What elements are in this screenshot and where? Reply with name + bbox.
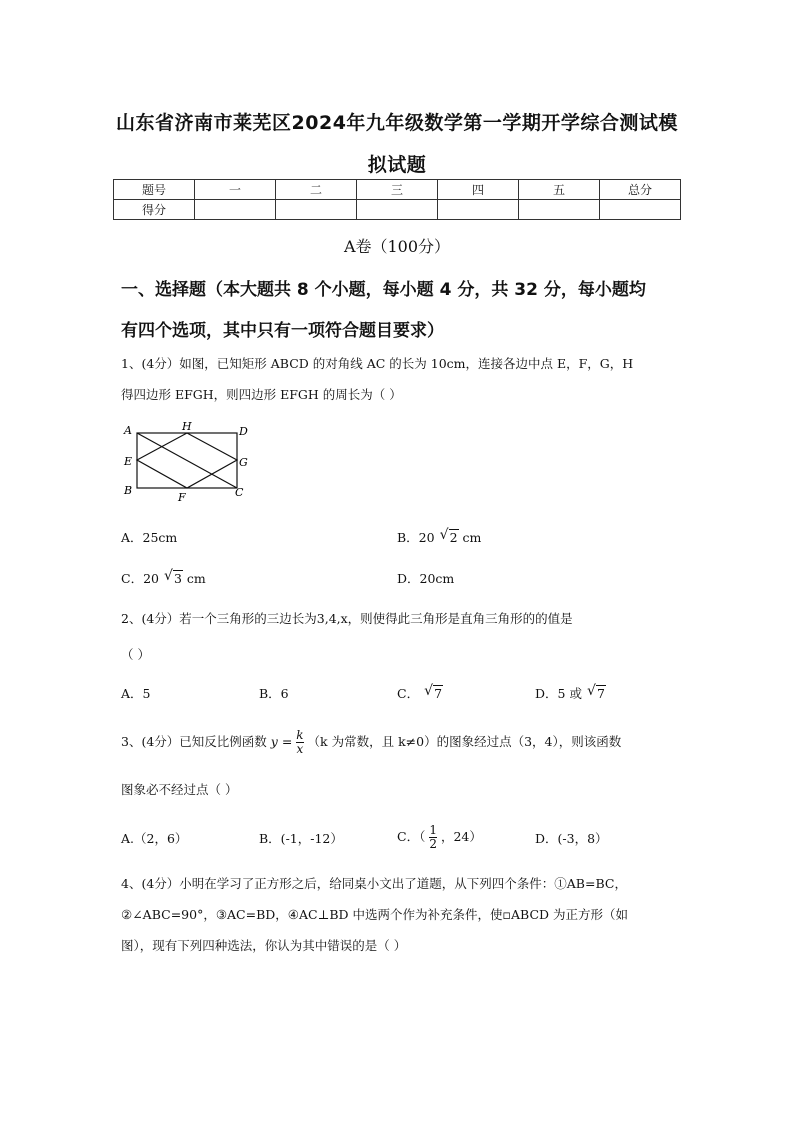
q3-option-b[interactable]: B．(-1，-12） bbox=[259, 831, 343, 846]
q3-function-lhs: y = bbox=[270, 734, 293, 749]
q1-option-b-suffix: cm bbox=[462, 530, 482, 545]
score-table-header-row bbox=[114, 180, 681, 200]
score-header-cell: 题号 bbox=[114, 180, 195, 200]
score-cell[interactable] bbox=[195, 200, 276, 220]
q1-line1: 1、(4分）如图，已知矩形 ABCD 的对角线 AC 的长为 10cm，连接各边中点 E，F，G，H bbox=[121, 356, 634, 371]
score-table-score-row bbox=[114, 200, 681, 220]
score-header-cell: 总分 bbox=[600, 180, 681, 200]
q3-fraction-denominator: x bbox=[296, 742, 304, 756]
q2-option-c-radicand: √ 7 bbox=[433, 685, 443, 701]
q1-option-b[interactable] bbox=[397, 528, 481, 546]
q1-option-b-prefix: B．20 bbox=[397, 530, 435, 545]
q2-line1: 2、(4分）若一个三角形的三边长为3,4,x，则使得此三角形是直角三角形的的值是 bbox=[121, 611, 573, 626]
q4-line2: ②∠ABC=90°，③AC=BD，④AC⊥BD 中选两个作为补充条件，使▫ABCD 为正方形（如 bbox=[121, 907, 629, 922]
page-title-line2: 拟试题 bbox=[367, 154, 427, 176]
page-title-line1: 山东省济南市莱芜区2024年九年级数学第一学期开学综合测试模 bbox=[116, 112, 678, 134]
q2-option-b[interactable]: B．6 bbox=[259, 686, 289, 701]
q1-option-c[interactable] bbox=[121, 569, 206, 587]
q3-line1-suffix: （k 为常数，且 k≠0）的图象经过点（3，4），则该函数 bbox=[307, 734, 622, 749]
q3-option-c-prefix: C．（ bbox=[397, 829, 426, 844]
label-h: H bbox=[182, 420, 192, 433]
q2-option-d-radicand: √ 7 bbox=[596, 685, 606, 701]
q2-line2: （ ） bbox=[121, 647, 150, 662]
q3-line1-prefix: 3、(4分）已知反比例函数 bbox=[121, 734, 267, 749]
q1-option-c-prefix: C．20 bbox=[121, 571, 159, 586]
q1-option-c-radicand: √ 3 bbox=[173, 570, 183, 586]
score-row-label: 得分 bbox=[114, 200, 195, 220]
label-g: G bbox=[239, 456, 248, 469]
label-b: B bbox=[124, 484, 133, 497]
q4-line1: 4、(4分）小明在学习了正方形之后，给同桌小文出了道题，从下列四个条件：①AB=BC， bbox=[121, 876, 627, 891]
score-header-cell: 一 bbox=[195, 180, 276, 200]
rectangle-figure bbox=[118, 418, 258, 506]
label-a: A bbox=[124, 424, 132, 437]
q1-line2: 得四边形 EFGH，则四边形 EFGH 的周长为（ ） bbox=[121, 387, 402, 402]
label-f: F bbox=[178, 491, 186, 504]
q4-line3: 图），现有下列四种选法，你认为其中错误的是（ ） bbox=[121, 938, 407, 953]
q2-option-a[interactable]: A．5 bbox=[121, 686, 151, 701]
score-cell[interactable] bbox=[600, 200, 681, 220]
q3-option-a[interactable]: A.（2，6） bbox=[121, 831, 188, 846]
score-header-cell: 二 bbox=[276, 180, 357, 200]
score-header-cell: 五 bbox=[519, 180, 600, 200]
score-cell[interactable] bbox=[438, 200, 519, 220]
q3-option-c-numerator: 1 bbox=[429, 823, 437, 837]
q1-option-b-radicand: √ 2 bbox=[449, 529, 459, 545]
label-e: E bbox=[124, 455, 133, 468]
score-cell[interactable] bbox=[276, 200, 357, 220]
q2-option-c[interactable] bbox=[397, 684, 443, 702]
label-c: C bbox=[235, 486, 244, 499]
q1-option-c-suffix: cm bbox=[186, 571, 206, 586]
q3-option-c[interactable] bbox=[397, 818, 482, 856]
q3-option-d[interactable]: D．(-3，8） bbox=[535, 831, 608, 846]
score-header-cell: 三 bbox=[357, 180, 438, 200]
q3-option-c-denominator: 2 bbox=[429, 837, 437, 851]
q2-option-d[interactable] bbox=[535, 684, 606, 702]
q3-option-c-fraction bbox=[429, 824, 437, 851]
section-heading-line1: 一、选择题（本大题共 8 个小题，每小题 4 分，共 32 分，每小题均 bbox=[121, 280, 646, 300]
q3-line2: 图象必不经过点（ ） bbox=[121, 782, 238, 797]
q1-option-d[interactable]: D．20cm bbox=[397, 571, 455, 586]
score-cell[interactable] bbox=[519, 200, 600, 220]
q2-option-d-prefix: D．5 或 bbox=[535, 686, 582, 701]
q3-fraction-numerator: k bbox=[296, 728, 304, 742]
score-cell[interactable] bbox=[357, 200, 438, 220]
q1-option-a[interactable]: A．25cm bbox=[121, 530, 178, 545]
section-heading-line2: 有四个选项，其中只有一项符合题目要求） bbox=[121, 321, 444, 341]
q3-option-c-suffix: ，24） bbox=[440, 829, 482, 844]
diagonal-ac bbox=[137, 433, 237, 488]
volume-heading: A卷（100分） bbox=[343, 237, 451, 256]
score-table bbox=[113, 179, 681, 220]
score-header-cell: 四 bbox=[438, 180, 519, 200]
q3-function-fraction bbox=[296, 729, 303, 756]
label-d: D bbox=[239, 425, 248, 438]
q2-option-c-prefix: C． bbox=[397, 686, 420, 701]
q3-line1 bbox=[121, 722, 681, 762]
